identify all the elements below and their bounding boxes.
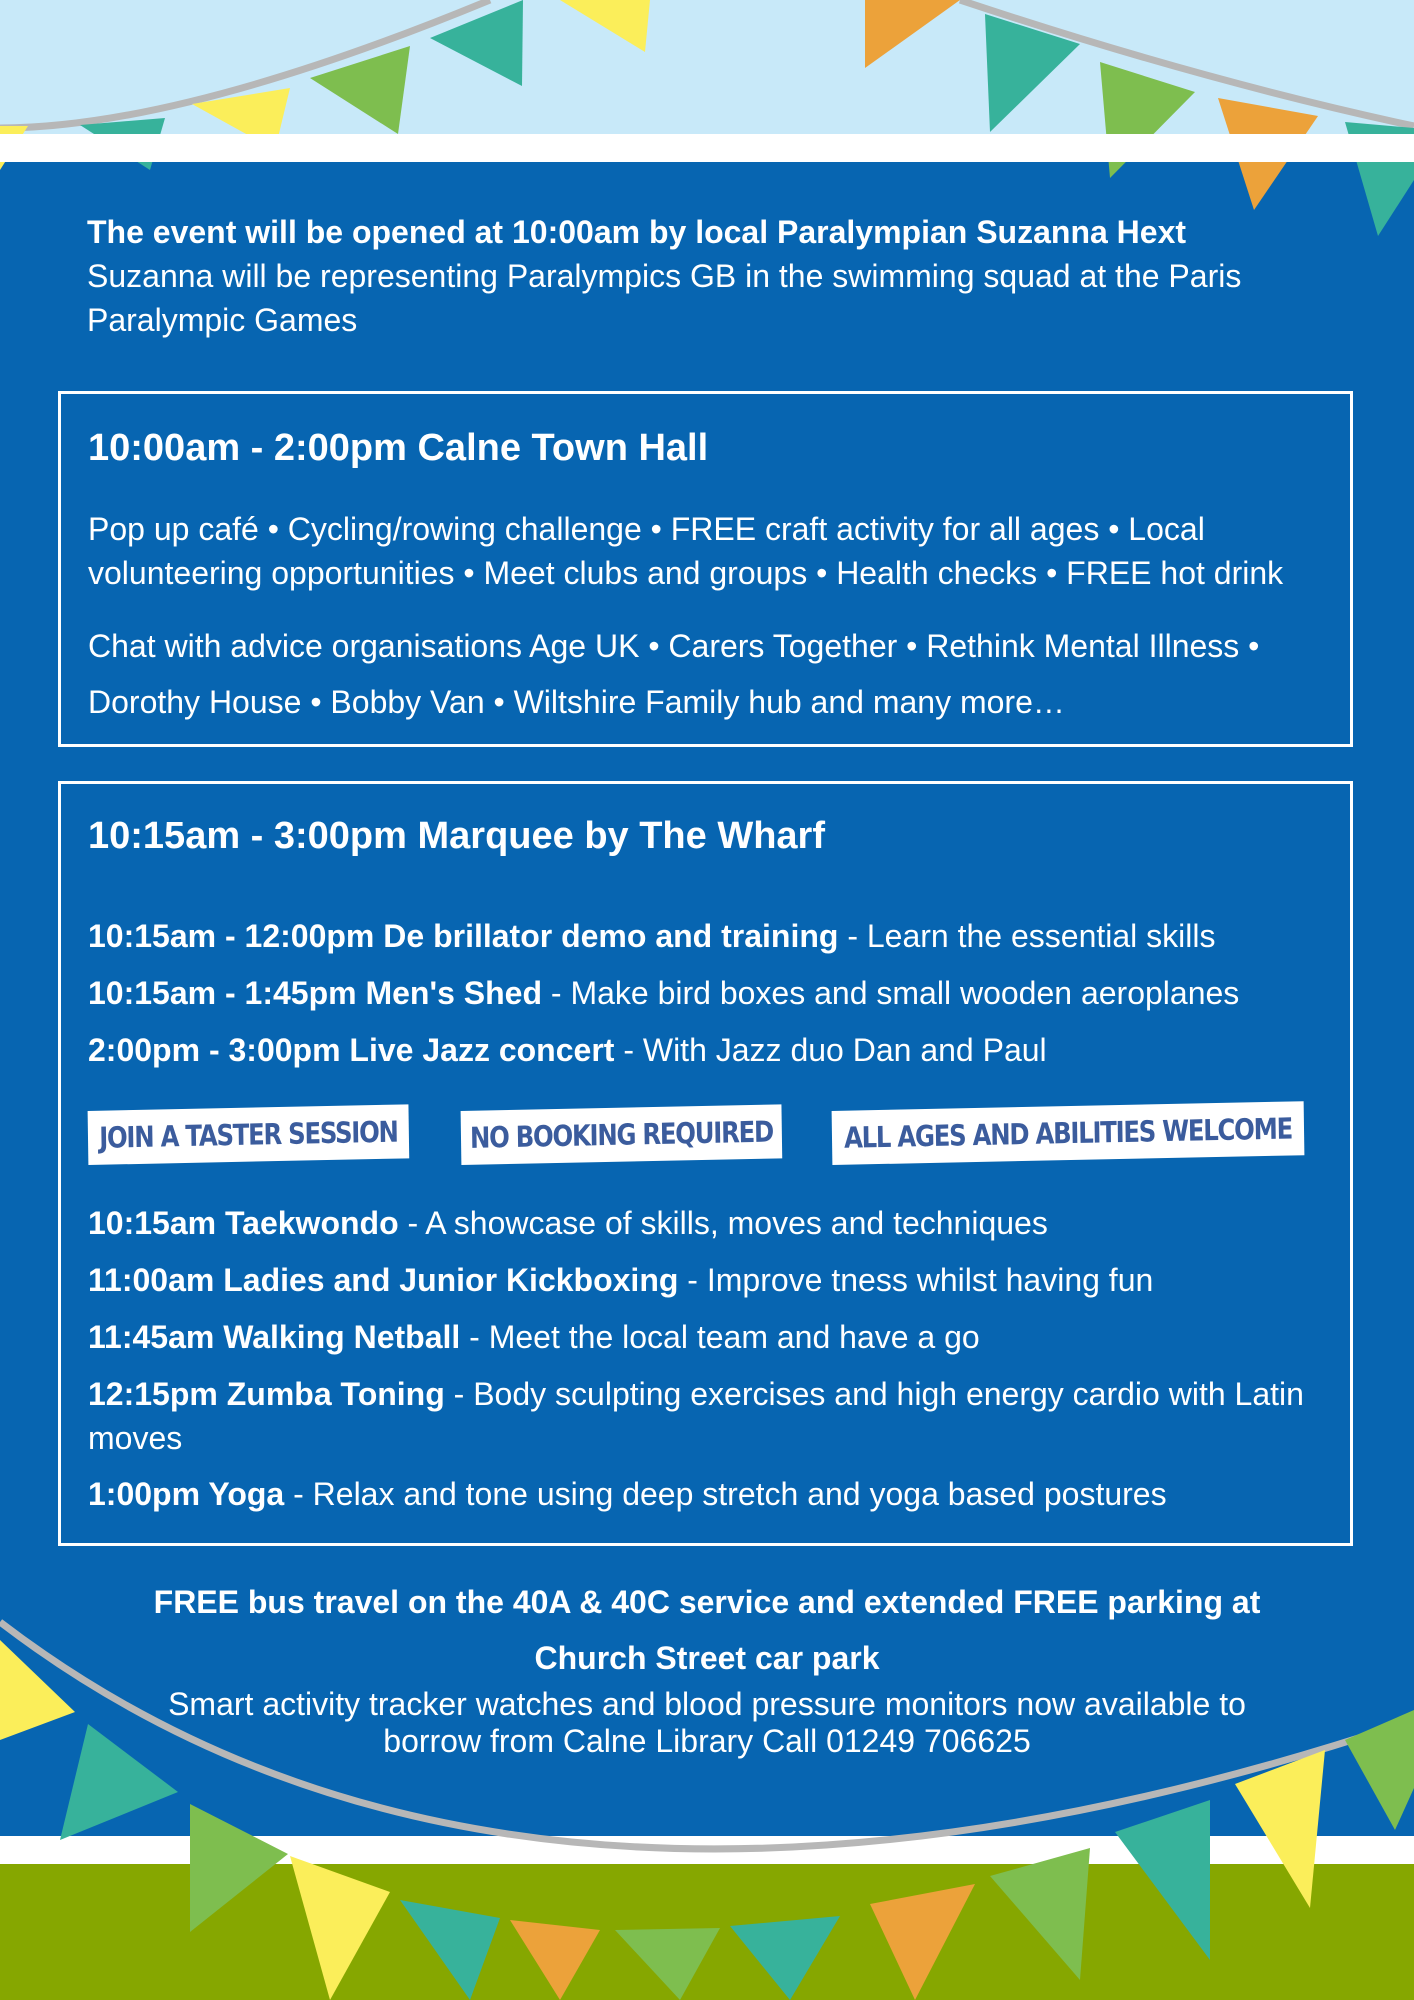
library-info-line2: borrow from Calne Library Call 01249 706625 bbox=[383, 1723, 1031, 1759]
session-desc: - Learn the essential skills bbox=[838, 918, 1216, 954]
taster-item bbox=[88, 1372, 1350, 1460]
taster-title: 1:00pm Yoga bbox=[88, 1476, 285, 1512]
bus-info-line1: FREE bus travel on the 40A & 40C service and extended FREE parking at bbox=[153, 1584, 1261, 1620]
marquee-heading: 10:15am - 3:00pm Marquee by The Wharf bbox=[88, 815, 825, 857]
session-title: 2:00pm - 3:00pm Live Jazz concert bbox=[88, 1032, 615, 1068]
session-title: 10:15am - 1:45pm Men's Shed bbox=[88, 975, 542, 1011]
marquee-tasters-list bbox=[88, 1195, 1350, 1523]
session-item bbox=[88, 908, 1350, 965]
tag-no-booking: NO BOOKING REQUIRED bbox=[461, 1104, 783, 1165]
bus-info-line2: Church Street car park bbox=[534, 1640, 880, 1676]
session-title: 10:15am - 12:00pm De brillator demo and training bbox=[88, 918, 839, 954]
bunting-bottom-decoration bbox=[0, 1600, 1414, 2000]
session-desc: - Make bird boxes and small wooden aeroplanes bbox=[542, 975, 1240, 1011]
taster-desc: - Body sculpting exercises and high energy cardio with Latin moves bbox=[88, 1376, 1304, 1456]
session-item bbox=[88, 965, 1350, 1022]
intro-section bbox=[87, 210, 1347, 342]
tag-all-ages: ALL AGES AND ABILITIES WELCOME bbox=[832, 1101, 1305, 1165]
taster-desc: - Meet the local team and have a go bbox=[460, 1319, 980, 1355]
session-item bbox=[88, 1022, 1350, 1079]
intro-text: Suzanna will be representing Paralympics GB in the swimming squad at the Paris Paralympic Games bbox=[87, 258, 1242, 338]
taster-item bbox=[88, 1466, 1350, 1523]
taster-title: 11:00am Ladies and Junior Kickboxing bbox=[88, 1262, 679, 1298]
intro-title: The event will be opened at 10:00am by local Paralympian Suzanna Hext bbox=[87, 214, 1187, 250]
taster-item bbox=[88, 1195, 1350, 1252]
marquee-box bbox=[58, 781, 1353, 1546]
tag-taster-session: JOIN A TASTER SESSION bbox=[88, 1104, 410, 1165]
taster-title: 12:15pm Zumba Toning bbox=[88, 1376, 445, 1412]
taster-title: 10:15am Taekwondo bbox=[88, 1205, 399, 1241]
townhall-activities: Pop up café • Cycling/rowing challenge • FREE craft activity for all ages • Local volunteering opportunities • Meet clubs and groups • Health checks • FREE hot drink bbox=[88, 511, 1284, 591]
townhall-box bbox=[58, 391, 1353, 747]
library-info-line1: Smart activity tracker watches and blood pressure monitors now available to bbox=[168, 1686, 1246, 1722]
taster-item bbox=[88, 1309, 1350, 1366]
taster-desc: - Relax and tone using deep stretch and yoga based postures bbox=[284, 1476, 1167, 1512]
townhall-heading: 10:00am - 2:00pm Calne Town Hall bbox=[88, 427, 709, 469]
taster-item bbox=[88, 1252, 1350, 1309]
bunting-top-decoration bbox=[0, 0, 1414, 240]
townhall-advice: Chat with advice organisations Age UK • Carers Together • Rethink Mental Illness • Dorothy House • Bobby Van • Wiltshire Family hub and many more… bbox=[88, 628, 1260, 720]
top-white-stripe bbox=[0, 134, 1414, 162]
taster-desc: - Improve tness whilst having fun bbox=[678, 1262, 1154, 1298]
taster-title: 11:45am Walking Netball bbox=[88, 1319, 461, 1355]
taster-desc: - A showcase of skills, moves and techniques bbox=[398, 1205, 1048, 1241]
marquee-sessions-list bbox=[88, 908, 1350, 1079]
session-desc: - With Jazz duo Dan and Paul bbox=[614, 1032, 1047, 1068]
